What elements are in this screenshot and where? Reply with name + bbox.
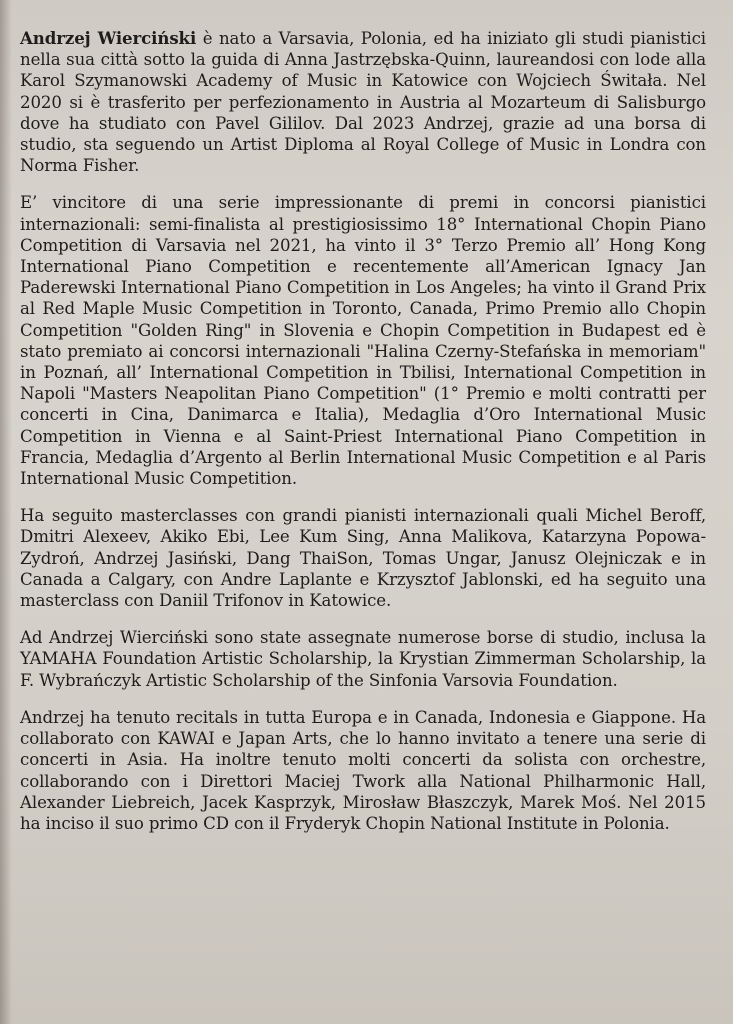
page-edge-shadow <box>0 0 12 1024</box>
paragraph-text: Ad Andrzej Wierciński sono state assegnate numerose borse di studio, inclusa la YAMAHA Foundation Artistic Scholarship, la Krystian Zimmerman Scholarship, la F. Wybrańczyk Artistic Scholarship of the Sinfonia Varsovia Foundation. <box>20 628 706 690</box>
paragraph-text: E’ vincitore di una serie impressionante di premi in concorsi pianistici internazionali: semi-finalista al prestigiosissimo 18° International Chopin Piano Competition di Varsavia nel 2021, ha vinto il 3° Terzo Premio all’ Hong Kong International Piano Competition e recentemente all’American Ignacy Jan Paderewski International Piano Competition in Los Angeles; ha vinto il Grand Prix al Red Maple Music Competition in Toronto, Canada, Primo Premio allo Chopin Competition "Golden Ring" in Slovenia e Chopin Competition in Budapest ed è stato premiato ai concorsi internazionali "Halina Czerny-Stefańska in memoriam" in Poznań, all’ International Competition in Tbilisi, International Competition in Napoli "Masters Neapolitan Piano Competition" (1° Premio e molti contratti per concerti in Cina, Danimarca e Italia), Medaglia d’Oro International Music Competition in Vienna e al Saint-Priest International Piano Competition in Francia, Medaglia d’Argento al Berlin International Music Competition e al Paris International Music Competition. <box>20 193 706 489</box>
paragraph-text: è nato a Varsavia, Polonia, ed ha iniziato gli studi pianistici nella sua città sotto la guida di Anna Jastrzębska-Quinn, laureandosi con lode alla Karol Szymanowski Academy of Music in Katowice con Wojciech Świtała. Nel 2020 si è trasferito per perfezionamento in Austria al Mozarteum di Salisburgo dove ha studiato con Pavel Gililov. Dal 2023 Andrzej, grazie ad una borsa di studio, sta seguendo un Artist Diploma al Royal College of Music in Londra con Norma Fisher. <box>20 29 706 176</box>
biography-document <box>20 28 706 1018</box>
paragraph-concerts <box>20 707 706 834</box>
paragraph-text: Andrzej ha tenuto recitals in tutta Europa e in Canada, Indonesia e Giappone. Ha collaborato con KAWAI e Japan Arts, che lo hanno invitato a tenere una serie di concerti in Asia. Ha inoltre tenuto molti concerti da solista con orchestre, collaborando con i Direttori Maciej Twork alla National Philharmonic Hall, Alexander Liebreich, Jacek Kasprzyk, Mirosław Błaszczyk, Marek Moś. Nel 2015 ha inciso il suo primo CD con il Fryderyk Chopin National Institute in Polonia. <box>20 707 706 833</box>
paragraph-competitions <box>20 192 706 489</box>
paragraph-early-studies <box>20 28 706 176</box>
artist-name: Andrzej Wierciński <box>20 28 197 48</box>
paragraph-scholarships <box>20 627 706 691</box>
paragraph-masterclasses <box>20 505 706 611</box>
paragraph-text: Ha seguito masterclasses con grandi pianisti internazionali quali Michel Beroff, Dmitri Alexeev, Akiko Ebi, Lee Kum Sing, Anna Malikova, Katarzyna Popowa-Zydroń, Andrzej Jasiński, Dang ThaiSon, Tomas Ungar, Janusz Olejniczak e in Canada a Calgary, con Andre Laplante e Krzysztof Jablonski, ed ha seguito una masterclass con Daniil Trifonov in Katowice. <box>20 506 706 611</box>
